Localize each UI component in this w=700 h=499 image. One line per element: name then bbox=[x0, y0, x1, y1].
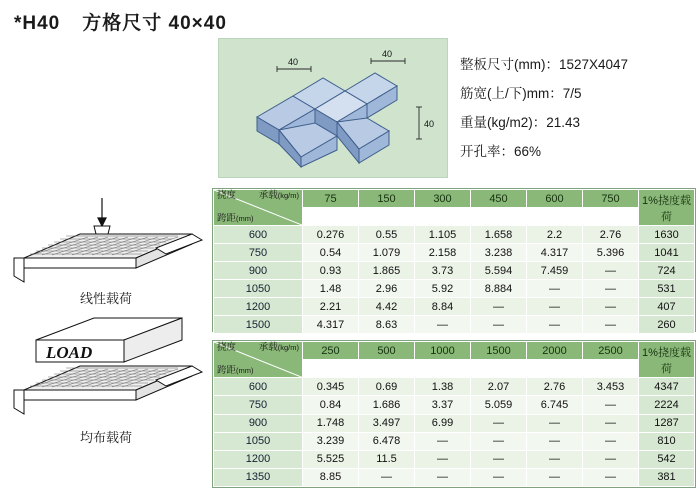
table-cell: — bbox=[527, 316, 583, 334]
table-cell: — bbox=[583, 468, 639, 486]
table-cell: 8.63 bbox=[359, 316, 415, 334]
table-cell-deflection-load: 531 bbox=[639, 280, 695, 298]
table-cell: 1.686 bbox=[359, 396, 415, 414]
table-cell: — bbox=[583, 262, 639, 280]
table-cell: 0.93 bbox=[303, 262, 359, 280]
uniform-load-drawing bbox=[6, 312, 206, 424]
page-title bbox=[14, 8, 227, 35]
table-cell: 1.105 bbox=[415, 226, 471, 244]
table-cell: — bbox=[471, 298, 527, 316]
table-cell: — bbox=[471, 450, 527, 468]
table-cell: 2.96 bbox=[359, 280, 415, 298]
product-code: *H40 bbox=[14, 13, 61, 34]
row-header-span: 1500 bbox=[214, 316, 303, 334]
table-cell: 1.48 bbox=[303, 280, 359, 298]
table-header-row bbox=[214, 190, 695, 208]
table-cell: — bbox=[471, 432, 527, 450]
column-header: 1000 bbox=[415, 342, 471, 360]
table-cell: 1.38 bbox=[415, 378, 471, 396]
table-cell-deflection-load: 724 bbox=[639, 262, 695, 280]
column-header-deflection-load: 1%挠度载荷 bbox=[639, 342, 695, 378]
linear-load-caption: 线性载荷 bbox=[79, 291, 132, 306]
table-cell: 5.92 bbox=[415, 280, 471, 298]
table-cell: — bbox=[583, 298, 639, 316]
table-row bbox=[214, 244, 695, 262]
table-cell-deflection-load: 810 bbox=[639, 432, 695, 450]
table-cell-deflection-load: 2224 bbox=[639, 396, 695, 414]
dim-label-right: 40 bbox=[424, 119, 435, 129]
table-cell-deflection-load: 542 bbox=[639, 450, 695, 468]
table-cell: 3.453 bbox=[583, 378, 639, 396]
table-cell: 0.54 bbox=[303, 244, 359, 262]
column-header: 2500 bbox=[583, 342, 639, 360]
column-header: 2000 bbox=[527, 342, 583, 360]
table-cell: 5.594 bbox=[471, 262, 527, 280]
table-cell: 3.239 bbox=[303, 432, 359, 450]
table-cell: — bbox=[527, 432, 583, 450]
table-cell: — bbox=[527, 450, 583, 468]
table-row bbox=[214, 432, 695, 450]
table-row bbox=[214, 468, 695, 486]
spec-rib-width: 筋宽(上/下)mm：7/5 bbox=[460, 86, 582, 101]
grating-isometric-icon bbox=[219, 39, 447, 177]
table-cell: 1.658 bbox=[471, 226, 527, 244]
table-cell: 2.76 bbox=[527, 378, 583, 396]
column-header: 250 bbox=[303, 342, 359, 360]
column-header: 750 bbox=[583, 190, 639, 208]
uniform-load-caption: 均布载荷 bbox=[79, 430, 132, 445]
table-cell: 3.73 bbox=[415, 262, 471, 280]
table-corner-header bbox=[214, 342, 303, 378]
load-text-label: LOAD bbox=[46, 343, 93, 362]
table-row bbox=[214, 262, 695, 280]
table-cell: — bbox=[583, 316, 639, 334]
table-row bbox=[214, 226, 695, 244]
table-cell: 6.99 bbox=[415, 414, 471, 432]
table-cell: — bbox=[583, 280, 639, 298]
table-cell: 0.69 bbox=[359, 378, 415, 396]
table-cell: 5.396 bbox=[583, 244, 639, 262]
corner-label-load: 承载(kg/m) bbox=[258, 342, 299, 353]
corner-label-span: 跨距(mm) bbox=[217, 365, 254, 377]
table-cell: 1.748 bbox=[303, 414, 359, 432]
row-header-span: 1200 bbox=[214, 298, 303, 316]
table-cell-deflection-load: 1630 bbox=[639, 226, 695, 244]
row-header-span: 1050 bbox=[214, 280, 303, 298]
table-corner-header bbox=[214, 190, 303, 226]
table-cell: 5.525 bbox=[303, 450, 359, 468]
column-header-deflection-load: 1%挠度载荷 bbox=[639, 190, 695, 226]
table-cell: — bbox=[583, 450, 639, 468]
table-cell: 5.059 bbox=[471, 396, 527, 414]
table-cell: 11.5 bbox=[359, 450, 415, 468]
table-cell: — bbox=[471, 468, 527, 486]
table-cell: — bbox=[359, 468, 415, 486]
table-cell: 0.84 bbox=[303, 396, 359, 414]
spec-open-ratio: 开孔率：66% bbox=[460, 144, 542, 159]
table-cell: 4.317 bbox=[527, 244, 583, 262]
table-cell: 3.497 bbox=[359, 414, 415, 432]
corner-label-deflection: 挠度 bbox=[217, 342, 237, 353]
table-cell: 2.21 bbox=[303, 298, 359, 316]
corner-label-span: 跨距(mm) bbox=[217, 213, 254, 224]
table-cell: 2.07 bbox=[471, 378, 527, 396]
table-row bbox=[214, 396, 695, 414]
column-header: 600 bbox=[527, 190, 583, 208]
table-row bbox=[214, 280, 695, 298]
table-cell: 8.85 bbox=[303, 468, 359, 486]
table-row bbox=[214, 378, 695, 396]
uniform-load-grid bbox=[213, 341, 695, 487]
table-cell: — bbox=[471, 414, 527, 432]
table-cell: 2.76 bbox=[583, 226, 639, 244]
table-cell: 3.37 bbox=[415, 396, 471, 414]
table-cell: — bbox=[415, 432, 471, 450]
linear-load-grid bbox=[213, 189, 695, 334]
row-header-span: 1200 bbox=[214, 450, 303, 468]
table-cell-deflection-load: 260 bbox=[639, 316, 695, 334]
spec-list bbox=[460, 50, 694, 166]
spec-weight: 重量(kg/m2)：21.43 bbox=[460, 115, 581, 130]
table-row bbox=[214, 316, 695, 334]
grating-illustration-panel bbox=[218, 38, 448, 178]
table-cell: 2.158 bbox=[415, 244, 471, 262]
row-header-span: 600 bbox=[214, 378, 303, 396]
table-cell: 1.865 bbox=[359, 262, 415, 280]
row-header-span: 750 bbox=[214, 244, 303, 262]
table-cell: 1.079 bbox=[359, 244, 415, 262]
table-cell: — bbox=[583, 414, 639, 432]
table-cell: 4.317 bbox=[303, 316, 359, 334]
linear-load-diagram-icon bbox=[6, 196, 206, 288]
table-cell: 3.238 bbox=[471, 244, 527, 262]
table-row bbox=[214, 414, 695, 432]
table-cell: — bbox=[527, 298, 583, 316]
table-cell: — bbox=[471, 316, 527, 334]
column-header: 300 bbox=[415, 190, 471, 208]
table-cell: 4.42 bbox=[359, 298, 415, 316]
table-cell: — bbox=[527, 468, 583, 486]
column-header: 500 bbox=[359, 342, 415, 360]
row-header-span: 900 bbox=[214, 262, 303, 280]
dim-label-top-left: 40 bbox=[288, 57, 299, 67]
table-cell: — bbox=[583, 396, 639, 414]
table-cell-deflection-load: 407 bbox=[639, 298, 695, 316]
corner-label-deflection: 挠度 bbox=[217, 190, 237, 201]
row-header-span: 1050 bbox=[214, 432, 303, 450]
table-cell: 6.478 bbox=[359, 432, 415, 450]
table-cell-deflection-load: 1287 bbox=[639, 414, 695, 432]
uniform-load-diagram-icon bbox=[6, 312, 206, 424]
column-header: 150 bbox=[359, 190, 415, 208]
table-cell: — bbox=[527, 280, 583, 298]
spec-panel-size: 整板尺寸(mm)：1527X4047 bbox=[460, 57, 629, 72]
table-cell-deflection-load: 381 bbox=[639, 468, 695, 486]
column-header: 450 bbox=[471, 190, 527, 208]
table-cell-deflection-load: 1041 bbox=[639, 244, 695, 262]
table-cell: — bbox=[415, 450, 471, 468]
table-header-row bbox=[214, 342, 695, 360]
row-header-span: 900 bbox=[214, 414, 303, 432]
table-cell: 8.84 bbox=[415, 298, 471, 316]
linear-load-table bbox=[212, 188, 696, 332]
corner-label-load: 承载(kg/m) bbox=[258, 190, 299, 201]
table-cell: 6.745 bbox=[527, 396, 583, 414]
table-row bbox=[214, 450, 695, 468]
uniform-load-table bbox=[212, 340, 696, 488]
table-cell: — bbox=[527, 414, 583, 432]
table-cell: — bbox=[583, 432, 639, 450]
row-header-span: 1350 bbox=[214, 468, 303, 486]
product-title-text: 方格尺寸 40×40 bbox=[82, 13, 227, 34]
table-cell-deflection-load: 4347 bbox=[639, 378, 695, 396]
column-header: 75 bbox=[303, 190, 359, 208]
row-header-span: 600 bbox=[214, 226, 303, 244]
table-cell: 0.276 bbox=[303, 226, 359, 244]
table-row bbox=[214, 298, 695, 316]
linear-load-drawing bbox=[6, 196, 206, 288]
row-header-span: 750 bbox=[214, 396, 303, 414]
table-cell: 0.345 bbox=[303, 378, 359, 396]
dim-label-top-right: 40 bbox=[382, 49, 393, 59]
table-cell: 8.884 bbox=[471, 280, 527, 298]
column-header: 1500 bbox=[471, 342, 527, 360]
table-cell: — bbox=[415, 316, 471, 334]
table-cell: — bbox=[415, 468, 471, 486]
table-cell: 0.55 bbox=[359, 226, 415, 244]
table-cell: 7.459 bbox=[527, 262, 583, 280]
table-cell: 2.2 bbox=[527, 226, 583, 244]
